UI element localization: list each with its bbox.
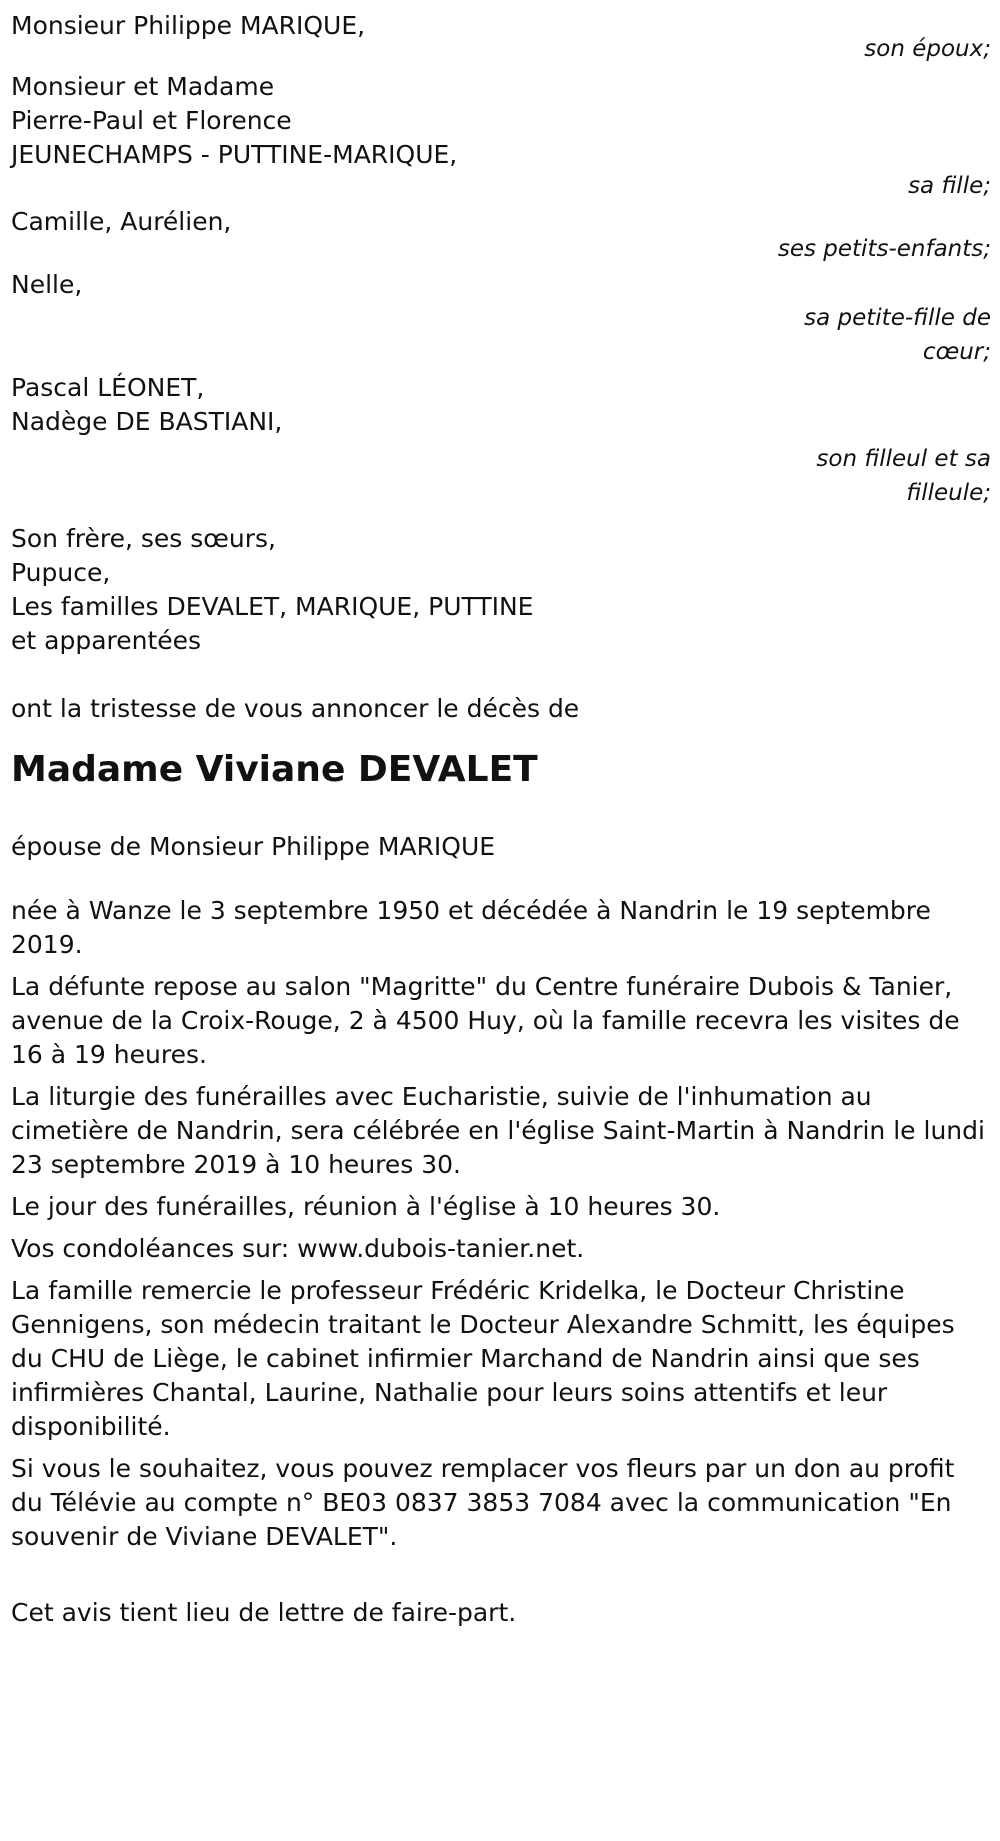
- spouse-of: épouse de Monsieur Philippe MARIQUE: [11, 832, 496, 861]
- godson-name: Pascal LÉONET,: [11, 373, 205, 402]
- spouse-relation: son époux;: [864, 36, 991, 62]
- rest-paragraph: La défunte repose au salon "Magritte" du Centre funéraire Dubois & Tanier, avenue de la Croix-Rouge, 2 à 4500 Huy, où la famille recevra les visites de 16 à 19 heures.: [11, 972, 960, 1069]
- heart-granddaughter-relation-1: sa petite-fille de: [804, 305, 991, 331]
- liturgy-paragraph: La liturgie des funérailles avec Eucharistie, suivie de l'inhumation au cimetière de Nandrin, sera célébrée en l'église Saint-Martin à Nandrin le lundi 23 septembre 2019 à 10 heures 30.: [11, 1082, 985, 1179]
- related-families: et apparentées: [11, 626, 202, 655]
- deceased-name: Madame Viviane DEVALET: [11, 749, 538, 790]
- grandchildren-relation: ses petits-enfants;: [777, 236, 991, 262]
- daughter-relation: sa fille;: [908, 173, 991, 199]
- closing-note: Cet avis tient lieu de lettre de faire-part.: [11, 1598, 517, 1627]
- daughter-line-2: Pierre-Paul et Florence: [11, 106, 292, 135]
- condolences-paragraph: Vos condoléances sur: www.dubois-tanier.net.: [11, 1234, 585, 1263]
- birth-death-paragraph: née à Wanze le 3 septembre 1950 et décédée à Nandrin le 19 septembre 2019.: [11, 896, 931, 959]
- thanks-paragraph: La famille remercie le professeur Frédéric Kridelka, le Docteur Christine Gennigens, son médecin traitant le Docteur Alexandre Schmitt, les équipes du CHU de Liège, le cabinet infirmier Marchand de Nandrin ainsi que ses infirmières Chantal, Laurine, Nathalie pour leurs soins attentifs et leur disponibilité.: [11, 1276, 955, 1441]
- godchildren-relation-2: filleule;: [906, 480, 991, 506]
- heart-granddaughter-name: Nelle,: [11, 270, 83, 299]
- daughter-line-3: JEUNECHAMPS - PUTTINE-MARIQUE,: [11, 140, 458, 169]
- grandchildren-names: Camille, Aurélien,: [11, 207, 232, 236]
- heart-granddaughter-relation-2: cœur;: [922, 339, 991, 365]
- meeting-paragraph: Le jour des funérailles, réunion à l'église à 10 heures 30.: [11, 1192, 721, 1221]
- pupuce: Pupuce,: [11, 558, 111, 587]
- spouse-name: Monsieur Philippe MARIQUE,: [11, 11, 366, 40]
- daughter-line-1: Monsieur et Madame: [11, 72, 275, 101]
- families: Les familles DEVALET, MARIQUE, PUTTINE: [11, 592, 534, 621]
- siblings: Son frère, ses sœurs,: [11, 524, 276, 553]
- obituary-notice: [11, 6, 991, 1630]
- donation-paragraph: Si vous le souhaitez, vous pouvez remplacer vos fleurs par un don au profit du Télévie au compte n° BE03 0837 3853 7084 avec la communication "En souvenir de Viviane DEVALET".: [11, 1454, 955, 1551]
- announcement: ont la tristesse de vous annoncer le décès de: [11, 694, 580, 723]
- goddaughter-name: Nadège DE BASTIANI,: [11, 407, 283, 436]
- godchildren-relation-1: son filleul et sa: [816, 446, 991, 472]
